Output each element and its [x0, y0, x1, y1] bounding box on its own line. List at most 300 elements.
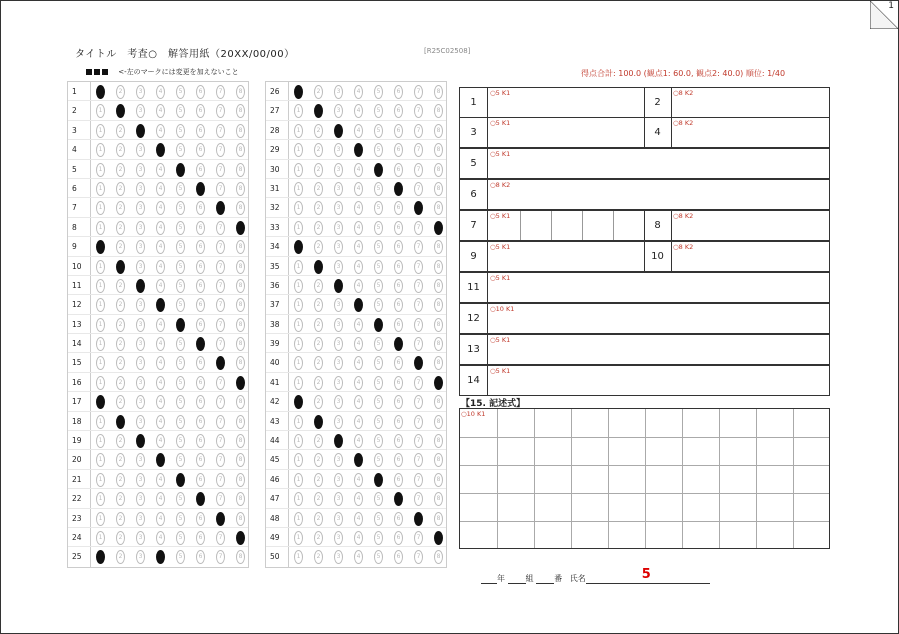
answer-bubble-1[interactable]: 1	[294, 473, 303, 487]
answer-bubble-6[interactable]: 6	[196, 143, 205, 157]
answer-bubble-1[interactable]: 1	[294, 85, 303, 99]
answer-bubble-7[interactable]: 7	[414, 85, 423, 99]
answer-bubble-1[interactable]: 1	[294, 318, 303, 332]
answer-bubble-2[interactable]: 2	[116, 395, 125, 409]
answer-bubble-4[interactable]: 4	[156, 279, 165, 293]
answer-bubble-5[interactable]: 5	[176, 434, 185, 448]
answer-bubble-8[interactable]: 8	[236, 550, 245, 564]
answer-bubble-7[interactable]: 7	[414, 163, 423, 177]
answer-bubble-5[interactable]: 5	[176, 201, 185, 215]
answer-bubble-4[interactable]: 4	[156, 260, 165, 274]
answer-bubble-1[interactable]: 1	[96, 163, 105, 177]
answer-bubble-2[interactable]: 2	[116, 434, 125, 448]
answer-bubble-2[interactable]: 2	[314, 356, 323, 370]
answer-bubble-4[interactable]: 4	[354, 298, 363, 312]
answer-bubble-5[interactable]: 5	[374, 260, 383, 274]
answer-bubble-1[interactable]: 1	[96, 453, 105, 467]
answer-bubble-4[interactable]: 4	[354, 434, 363, 448]
answer-bubble-6[interactable]: 6	[196, 279, 205, 293]
answer-bubble-1[interactable]: 1	[96, 492, 105, 506]
answer-bubble-1[interactable]: 1	[96, 221, 105, 235]
class-blank[interactable]	[508, 574, 526, 584]
answer-bubble-3[interactable]: 3	[136, 260, 145, 274]
answer-bubble-3[interactable]: 3	[334, 337, 343, 351]
answer-bubble-2[interactable]: 2	[314, 182, 323, 196]
answer-bubble-5[interactable]: 5	[176, 415, 185, 429]
answer-bubble-5[interactable]: 5	[176, 337, 185, 351]
answer-bubble-5[interactable]: 5	[176, 318, 185, 332]
answer-bubble-6[interactable]: 6	[394, 221, 403, 235]
answer-bubble-3[interactable]: 3	[334, 453, 343, 467]
answer-bubble-8[interactable]: 8	[236, 531, 245, 545]
answer-bubble-8[interactable]: 8	[434, 512, 443, 526]
answer-bubble-2[interactable]: 2	[314, 124, 323, 138]
answer-bubble-6[interactable]: 6	[394, 260, 403, 274]
answer-bubble-3[interactable]: 3	[136, 318, 145, 332]
answer-bubble-7[interactable]: 7	[216, 395, 225, 409]
answer-bubble-1[interactable]: 1	[96, 415, 105, 429]
answer-bubble-5[interactable]: 5	[374, 124, 383, 138]
answer-bubble-6[interactable]: 6	[196, 415, 205, 429]
answer-bubble-3[interactable]: 3	[136, 104, 145, 118]
answer-bubble-6[interactable]: 6	[394, 492, 403, 506]
answer-bubble-3[interactable]: 3	[334, 124, 343, 138]
answer-bubble-6[interactable]: 6	[394, 550, 403, 564]
answer-bubble-1[interactable]: 1	[294, 182, 303, 196]
answer-bubble-7[interactable]: 7	[414, 124, 423, 138]
answer-bubble-6[interactable]: 6	[394, 279, 403, 293]
answer-bubble-4[interactable]: 4	[354, 85, 363, 99]
answer-bubble-3[interactable]: 3	[334, 434, 343, 448]
answer-bubble-8[interactable]: 8	[236, 279, 245, 293]
answer-bubble-4[interactable]: 4	[156, 395, 165, 409]
answer-bubble-2[interactable]: 2	[116, 415, 125, 429]
answer-bubble-6[interactable]: 6	[394, 531, 403, 545]
answer-bubble-5[interactable]: 5	[374, 201, 383, 215]
answer-bubble-2[interactable]: 2	[314, 240, 323, 254]
answer-bubble-6[interactable]: 6	[196, 163, 205, 177]
answer-bubble-1[interactable]: 1	[96, 337, 105, 351]
answer-bubble-6[interactable]: 6	[394, 182, 403, 196]
answer-bubble-3[interactable]: 3	[136, 298, 145, 312]
answer-bubble-3[interactable]: 3	[334, 318, 343, 332]
answer-bubble-6[interactable]: 6	[196, 434, 205, 448]
answer-bubble-8[interactable]: 8	[434, 143, 443, 157]
answer-bubble-6[interactable]: 6	[394, 124, 403, 138]
answer-bubble-1[interactable]: 1	[294, 434, 303, 448]
answer-bubble-1[interactable]: 1	[96, 356, 105, 370]
answer-bubble-7[interactable]: 7	[216, 453, 225, 467]
answer-bubble-7[interactable]: 7	[216, 163, 225, 177]
answer-bubble-1[interactable]: 1	[294, 240, 303, 254]
answer-bubble-7[interactable]: 7	[216, 182, 225, 196]
answer-bubble-7[interactable]: 7	[414, 318, 423, 332]
answer-bubble-4[interactable]: 4	[156, 240, 165, 254]
answer-bubble-3[interactable]: 3	[334, 531, 343, 545]
answer-bubble-4[interactable]: 4	[354, 512, 363, 526]
answer-bubble-8[interactable]: 8	[236, 318, 245, 332]
answer-bubble-8[interactable]: 8	[236, 512, 245, 526]
answer-bubble-1[interactable]: 1	[96, 395, 105, 409]
answer-bubble-4[interactable]: 4	[354, 376, 363, 390]
answer-bubble-3[interactable]: 3	[136, 434, 145, 448]
answer-bubble-7[interactable]: 7	[414, 395, 423, 409]
answer-bubble-1[interactable]: 1	[96, 85, 105, 99]
answer-bubble-6[interactable]: 6	[196, 104, 205, 118]
answer-bubble-2[interactable]: 2	[314, 260, 323, 274]
answer-bubble-1[interactable]: 1	[294, 298, 303, 312]
answer-bubble-3[interactable]: 3	[136, 376, 145, 390]
answer-bubble-4[interactable]: 4	[354, 453, 363, 467]
answer-bubble-5[interactable]: 5	[374, 473, 383, 487]
answer-bubble-6[interactable]: 6	[196, 531, 205, 545]
answer-bubble-8[interactable]: 8	[434, 318, 443, 332]
answer-bubble-8[interactable]: 8	[434, 201, 443, 215]
answer-bubble-5[interactable]: 5	[374, 434, 383, 448]
answer-bubble-5[interactable]: 5	[176, 298, 185, 312]
answer-bubble-2[interactable]: 2	[314, 201, 323, 215]
answer-bubble-5[interactable]: 5	[374, 240, 383, 254]
answer-bubble-3[interactable]: 3	[136, 337, 145, 351]
answer-bubble-8[interactable]: 8	[236, 260, 245, 274]
answer-bubble-2[interactable]: 2	[116, 376, 125, 390]
answer-bubble-7[interactable]: 7	[414, 221, 423, 235]
answer-bubble-2[interactable]: 2	[116, 512, 125, 526]
answer-bubble-7[interactable]: 7	[414, 201, 423, 215]
answer-bubble-2[interactable]: 2	[116, 240, 125, 254]
answer-bubble-5[interactable]: 5	[374, 550, 383, 564]
answer-bubble-1[interactable]: 1	[96, 298, 105, 312]
answer-bubble-1[interactable]: 1	[96, 124, 105, 138]
answer-bubble-4[interactable]: 4	[354, 240, 363, 254]
answer-bubble-5[interactable]: 5	[374, 318, 383, 332]
answer-bubble-4[interactable]: 4	[354, 318, 363, 332]
answer-bubble-5[interactable]: 5	[374, 163, 383, 177]
answer-bubble-4[interactable]: 4	[354, 279, 363, 293]
answer-bubble-5[interactable]: 5	[374, 415, 383, 429]
answer-bubble-3[interactable]: 3	[136, 453, 145, 467]
answer-bubble-5[interactable]: 5	[176, 492, 185, 506]
answer-bubble-2[interactable]: 2	[314, 492, 323, 506]
answer-bubble-6[interactable]: 6	[196, 182, 205, 196]
answer-bubble-7[interactable]: 7	[216, 143, 225, 157]
answer-bubble-6[interactable]: 6	[196, 512, 205, 526]
answer-bubble-8[interactable]: 8	[434, 453, 443, 467]
answer-bubble-4[interactable]: 4	[156, 163, 165, 177]
answer-bubble-1[interactable]: 1	[294, 260, 303, 274]
answer-bubble-2[interactable]: 2	[116, 124, 125, 138]
answer-bubble-8[interactable]: 8	[434, 298, 443, 312]
answer-bubble-4[interactable]: 4	[156, 201, 165, 215]
answer-bubble-1[interactable]: 1	[294, 550, 303, 564]
answer-bubble-3[interactable]: 3	[136, 85, 145, 99]
answer-bubble-6[interactable]: 6	[394, 298, 403, 312]
answer-bubble-1[interactable]: 1	[294, 395, 303, 409]
answer-bubble-1[interactable]: 1	[294, 201, 303, 215]
answer-bubble-7[interactable]: 7	[216, 550, 225, 564]
answer-bubble-1[interactable]: 1	[96, 240, 105, 254]
answer-bubble-3[interactable]: 3	[136, 240, 145, 254]
answer-bubble-1[interactable]: 1	[96, 104, 105, 118]
answer-bubble-1[interactable]: 1	[96, 279, 105, 293]
answer-bubble-2[interactable]: 2	[116, 473, 125, 487]
answer-bubble-2[interactable]: 2	[314, 512, 323, 526]
answer-bubble-1[interactable]: 1	[96, 318, 105, 332]
answer-bubble-8[interactable]: 8	[434, 356, 443, 370]
answer-bubble-1[interactable]: 1	[96, 550, 105, 564]
answer-bubble-4[interactable]: 4	[354, 356, 363, 370]
answer-bubble-5[interactable]: 5	[176, 512, 185, 526]
answer-bubble-8[interactable]: 8	[434, 395, 443, 409]
answer-bubble-5[interactable]: 5	[374, 143, 383, 157]
answer-bubble-2[interactable]: 2	[314, 318, 323, 332]
answer-bubble-3[interactable]: 3	[334, 221, 343, 235]
answer-bubble-4[interactable]: 4	[156, 182, 165, 196]
answer-bubble-4[interactable]: 4	[354, 260, 363, 274]
answer-bubble-5[interactable]: 5	[176, 104, 185, 118]
answer-bubble-8[interactable]: 8	[236, 201, 245, 215]
answer-bubble-3[interactable]: 3	[334, 298, 343, 312]
answer-bubble-4[interactable]: 4	[156, 337, 165, 351]
answer-bubble-3[interactable]: 3	[136, 395, 145, 409]
answer-bubble-8[interactable]: 8	[236, 434, 245, 448]
answer-bubble-7[interactable]: 7	[414, 240, 423, 254]
answer-bubble-5[interactable]: 5	[374, 298, 383, 312]
answer-bubble-3[interactable]: 3	[334, 279, 343, 293]
answer-bubble-4[interactable]: 4	[354, 395, 363, 409]
answer-bubble-5[interactable]: 5	[374, 85, 383, 99]
answer-bubble-2[interactable]: 2	[116, 337, 125, 351]
answer-bubble-1[interactable]: 1	[294, 279, 303, 293]
answer-bubble-2[interactable]: 2	[116, 356, 125, 370]
answer-bubble-1[interactable]: 1	[294, 163, 303, 177]
answer-bubble-6[interactable]: 6	[196, 124, 205, 138]
answer-bubble-5[interactable]: 5	[176, 260, 185, 274]
answer-bubble-5[interactable]: 5	[176, 550, 185, 564]
answer-bubble-2[interactable]: 2	[314, 337, 323, 351]
answer-bubble-4[interactable]: 4	[354, 531, 363, 545]
answer-bubble-2[interactable]: 2	[116, 260, 125, 274]
answer-bubble-3[interactable]: 3	[334, 512, 343, 526]
answer-bubble-8[interactable]: 8	[434, 376, 443, 390]
answer-bubble-6[interactable]: 6	[394, 318, 403, 332]
answer-bubble-6[interactable]: 6	[196, 298, 205, 312]
answer-bubble-3[interactable]: 3	[136, 492, 145, 506]
answer-bubble-2[interactable]: 2	[116, 85, 125, 99]
answer-bubble-1[interactable]: 1	[294, 221, 303, 235]
answer-bubble-8[interactable]: 8	[434, 182, 443, 196]
answer-bubble-6[interactable]: 6	[196, 395, 205, 409]
answer-bubble-7[interactable]: 7	[414, 531, 423, 545]
answer-bubble-4[interactable]: 4	[354, 124, 363, 138]
answer-bubble-3[interactable]: 3	[334, 260, 343, 274]
answer-bubble-2[interactable]: 2	[116, 104, 125, 118]
answer-bubble-2[interactable]: 2	[116, 298, 125, 312]
answer-bubble-8[interactable]: 8	[236, 143, 245, 157]
answer-bubble-6[interactable]: 6	[196, 201, 205, 215]
answer-bubble-8[interactable]: 8	[236, 376, 245, 390]
answer-bubble-7[interactable]: 7	[414, 473, 423, 487]
answer-bubble-7[interactable]: 7	[216, 337, 225, 351]
answer-bubble-7[interactable]: 7	[216, 298, 225, 312]
answer-bubble-8[interactable]: 8	[434, 473, 443, 487]
answer-bubble-8[interactable]: 8	[236, 453, 245, 467]
answer-bubble-8[interactable]: 8	[434, 550, 443, 564]
answer-bubble-7[interactable]: 7	[216, 415, 225, 429]
answer-bubble-2[interactable]: 2	[116, 163, 125, 177]
answer-bubble-4[interactable]: 4	[354, 415, 363, 429]
answer-bubble-5[interactable]: 5	[176, 279, 185, 293]
answer-bubble-4[interactable]: 4	[354, 337, 363, 351]
answer-bubble-8[interactable]: 8	[434, 221, 443, 235]
answer-bubble-2[interactable]: 2	[314, 434, 323, 448]
answer-bubble-7[interactable]: 7	[216, 279, 225, 293]
answer-bubble-4[interactable]: 4	[354, 182, 363, 196]
answer-bubble-4[interactable]: 4	[156, 550, 165, 564]
answer-bubble-8[interactable]: 8	[236, 221, 245, 235]
answer-bubble-5[interactable]: 5	[176, 163, 185, 177]
answer-bubble-3[interactable]: 3	[334, 550, 343, 564]
answer-bubble-2[interactable]: 2	[314, 415, 323, 429]
answer-bubble-6[interactable]: 6	[394, 163, 403, 177]
answer-bubble-4[interactable]: 4	[156, 143, 165, 157]
essay-grid[interactable]	[459, 408, 830, 549]
answer-bubble-7[interactable]: 7	[414, 104, 423, 118]
answer-bubble-3[interactable]: 3	[136, 182, 145, 196]
answer-bubble-2[interactable]: 2	[314, 550, 323, 564]
answer-bubble-6[interactable]: 6	[196, 492, 205, 506]
answer-bubble-5[interactable]: 5	[374, 279, 383, 293]
answer-bubble-1[interactable]: 1	[96, 531, 105, 545]
answer-bubble-4[interactable]: 4	[156, 85, 165, 99]
answer-bubble-1[interactable]: 1	[96, 260, 105, 274]
answer-bubble-1[interactable]: 1	[294, 415, 303, 429]
answer-bubble-3[interactable]: 3	[136, 279, 145, 293]
answer-bubble-7[interactable]: 7	[216, 318, 225, 332]
answer-bubble-5[interactable]: 5	[176, 124, 185, 138]
answer-bubble-1[interactable]: 1	[96, 143, 105, 157]
answer-bubble-8[interactable]: 8	[434, 279, 443, 293]
answer-bubble-6[interactable]: 6	[394, 356, 403, 370]
answer-bubble-4[interactable]: 4	[156, 298, 165, 312]
answer-bubble-7[interactable]: 7	[216, 512, 225, 526]
answer-bubble-6[interactable]: 6	[196, 318, 205, 332]
answer-bubble-1[interactable]: 1	[96, 376, 105, 390]
answer-bubble-2[interactable]: 2	[116, 221, 125, 235]
answer-bubble-3[interactable]: 3	[136, 124, 145, 138]
answer-bubble-1[interactable]: 1	[294, 512, 303, 526]
answer-bubble-3[interactable]: 3	[136, 163, 145, 177]
answer-bubble-4[interactable]: 4	[156, 473, 165, 487]
answer-bubble-4[interactable]: 4	[156, 104, 165, 118]
answer-bubble-7[interactable]: 7	[216, 104, 225, 118]
answer-bubble-1[interactable]: 1	[294, 453, 303, 467]
answer-bubble-7[interactable]: 7	[414, 182, 423, 196]
answer-bubble-8[interactable]: 8	[236, 492, 245, 506]
answer-bubble-3[interactable]: 3	[334, 492, 343, 506]
answer-bubble-4[interactable]: 4	[354, 143, 363, 157]
answer-bubble-3[interactable]: 3	[136, 531, 145, 545]
answer-bubble-5[interactable]: 5	[176, 143, 185, 157]
answer-bubble-2[interactable]: 2	[116, 201, 125, 215]
answer-bubble-5[interactable]: 5	[374, 376, 383, 390]
answer-bubble-1[interactable]: 1	[96, 473, 105, 487]
answer-bubble-7[interactable]: 7	[216, 531, 225, 545]
answer-bubble-3[interactable]: 3	[334, 85, 343, 99]
answer-bubble-1[interactable]: 1	[294, 531, 303, 545]
answer-bubble-1[interactable]: 1	[96, 201, 105, 215]
answer-bubble-8[interactable]: 8	[236, 104, 245, 118]
answer-bubble-5[interactable]: 5	[374, 453, 383, 467]
answer-bubble-7[interactable]: 7	[414, 376, 423, 390]
answer-bubble-7[interactable]: 7	[216, 376, 225, 390]
answer-bubble-7[interactable]: 7	[216, 85, 225, 99]
answer-bubble-6[interactable]: 6	[394, 376, 403, 390]
answer-bubble-4[interactable]: 4	[354, 492, 363, 506]
answer-bubble-8[interactable]: 8	[236, 473, 245, 487]
answer-bubble-5[interactable]: 5	[176, 182, 185, 196]
answer-bubble-6[interactable]: 6	[394, 201, 403, 215]
answer-bubble-8[interactable]: 8	[434, 337, 443, 351]
answer-bubble-6[interactable]: 6	[394, 434, 403, 448]
answer-bubble-7[interactable]: 7	[414, 512, 423, 526]
answer-bubble-5[interactable]: 5	[374, 531, 383, 545]
answer-bubble-2[interactable]: 2	[314, 453, 323, 467]
answer-bubble-3[interactable]: 3	[136, 550, 145, 564]
answer-bubble-2[interactable]: 2	[116, 143, 125, 157]
answer-bubble-8[interactable]: 8	[236, 182, 245, 196]
answer-bubble-6[interactable]: 6	[196, 550, 205, 564]
answer-bubble-2[interactable]: 2	[116, 453, 125, 467]
answer-bubble-6[interactable]: 6	[196, 337, 205, 351]
answer-bubble-8[interactable]: 8	[236, 415, 245, 429]
answer-bubble-8[interactable]: 8	[236, 337, 245, 351]
answer-bubble-5[interactable]: 5	[374, 221, 383, 235]
answer-bubble-8[interactable]: 8	[236, 356, 245, 370]
answer-bubble-2[interactable]: 2	[116, 492, 125, 506]
answer-bubble-6[interactable]: 6	[196, 221, 205, 235]
answer-bubble-6[interactable]: 6	[394, 512, 403, 526]
answer-bubble-3[interactable]: 3	[334, 163, 343, 177]
answer-bubble-8[interactable]: 8	[434, 240, 443, 254]
answer-bubble-7[interactable]: 7	[414, 434, 423, 448]
answer-bubble-5[interactable]: 5	[176, 85, 185, 99]
answer-bubble-8[interactable]: 8	[434, 163, 443, 177]
answer-bubble-3[interactable]: 3	[136, 143, 145, 157]
answer-bubble-6[interactable]: 6	[196, 473, 205, 487]
answer-bubble-6[interactable]: 6	[394, 395, 403, 409]
answer-bubble-4[interactable]: 4	[156, 492, 165, 506]
answer-bubble-3[interactable]: 3	[136, 415, 145, 429]
answer-bubble-3[interactable]: 3	[334, 376, 343, 390]
answer-bubble-7[interactable]: 7	[414, 492, 423, 506]
answer-bubble-2[interactable]: 2	[314, 221, 323, 235]
answer-bubble-1[interactable]: 1	[294, 492, 303, 506]
answer-bubble-1[interactable]: 1	[96, 182, 105, 196]
answer-bubble-8[interactable]: 8	[434, 492, 443, 506]
answer-bubble-8[interactable]: 8	[434, 104, 443, 118]
answer-bubble-5[interactable]: 5	[374, 104, 383, 118]
answer-bubble-1[interactable]: 1	[294, 337, 303, 351]
answer-bubble-5[interactable]: 5	[176, 395, 185, 409]
answer-bubble-3[interactable]: 3	[334, 104, 343, 118]
answer-bubble-3[interactable]: 3	[136, 512, 145, 526]
answer-bubble-4[interactable]: 4	[156, 376, 165, 390]
answer-bubble-5[interactable]: 5	[374, 182, 383, 196]
answer-bubble-1[interactable]: 1	[96, 512, 105, 526]
answer-bubble-2[interactable]: 2	[314, 376, 323, 390]
answer-bubble-5[interactable]: 5	[176, 221, 185, 235]
